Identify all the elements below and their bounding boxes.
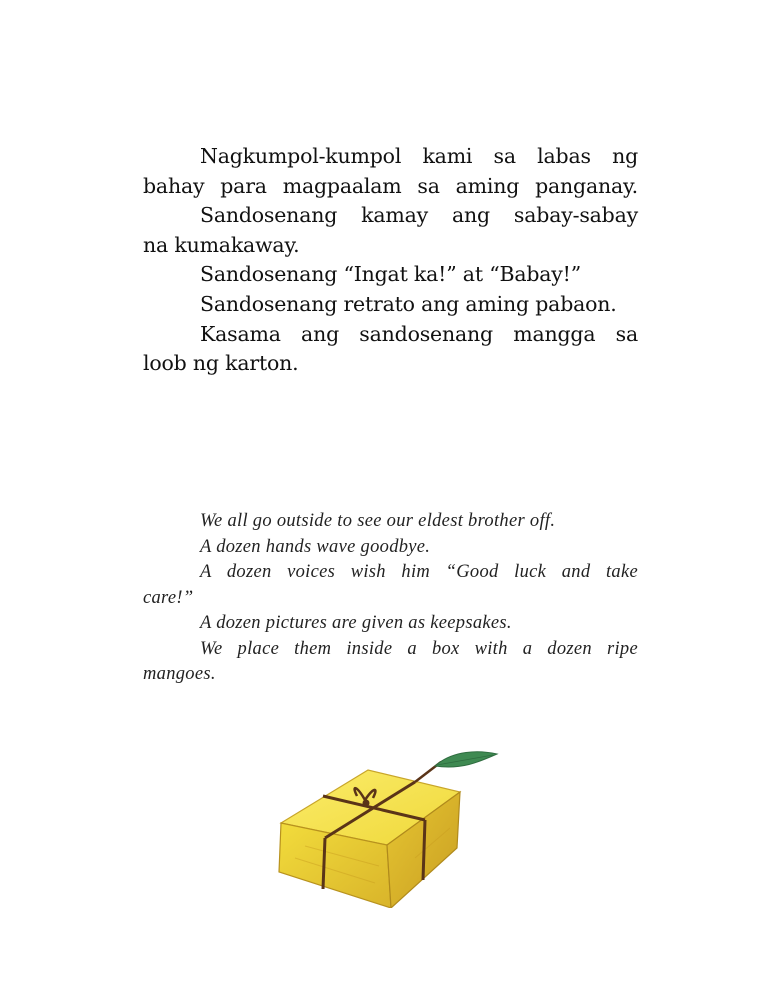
tagalog-line: na kumakaway. xyxy=(143,232,300,257)
tagalog-paragraph xyxy=(143,142,638,379)
tagalog-line: Kasama ang sandosenang mangga sa xyxy=(200,321,638,346)
mango-box-icon xyxy=(265,748,515,908)
tagalog-line: loob ng karton. xyxy=(143,351,299,376)
tagalog-line: Sandosenang retrato ang aming pabaon. xyxy=(200,291,617,316)
english-line: A dozen pictures are given as keepsakes. xyxy=(200,613,512,633)
english-line: A dozen voices wish him “Good luck and take xyxy=(200,562,638,582)
tagalog-line: Sandosenang kamay ang sabay-sabay xyxy=(200,203,638,228)
english-line: mangoes. xyxy=(143,664,216,684)
mango-box-illustration xyxy=(265,748,515,908)
tagalog-line: bahay para magpaalam sa aming panganay. xyxy=(143,173,638,198)
english-line: care!” xyxy=(143,587,194,608)
tagalog-line: Nagkumpol-kumpol kami sa labas ng xyxy=(200,144,638,168)
tagalog-line: Sandosenang “Ingat ka!” at “Babay!” xyxy=(200,262,581,287)
english-paragraph xyxy=(143,509,638,688)
english-line: We all go outside to see our eldest brother off. xyxy=(200,511,556,531)
english-line: A dozen hands wave goodbye. xyxy=(200,536,431,557)
english-line: We place them inside a box with a dozen ripe xyxy=(200,638,638,659)
